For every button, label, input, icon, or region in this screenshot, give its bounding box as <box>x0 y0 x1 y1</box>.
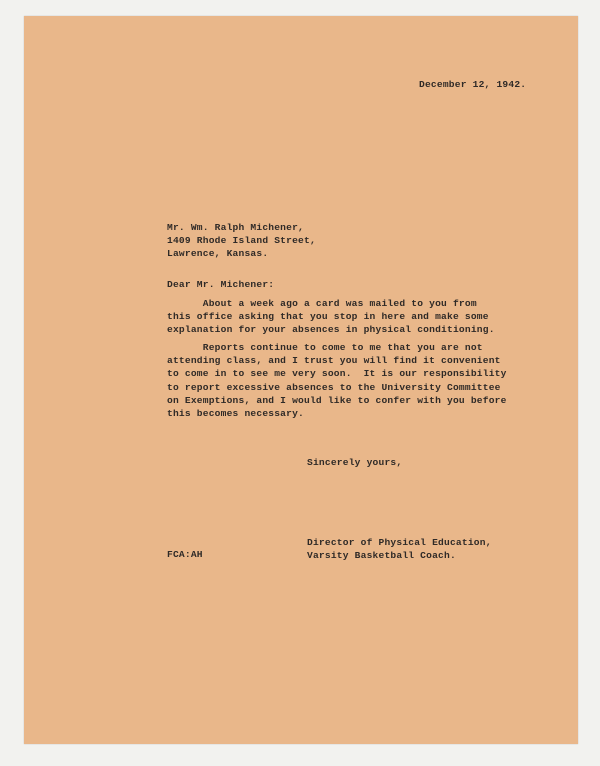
address-line: Lawrence, Kansas. <box>167 248 269 260</box>
signature-block <box>307 536 492 562</box>
signature-line: Varsity Basketball Coach. <box>307 550 456 562</box>
typist-initials: FCA:AH <box>167 549 203 560</box>
paragraph-line: attending class, and I trust you will find it convenient <box>167 355 501 367</box>
paragraph-line: to come in to see me very soon. It is our responsibility <box>167 368 507 380</box>
signature-line: Director of Physical Education, <box>307 537 492 548</box>
letter-page <box>24 16 578 744</box>
paragraph-line: this becomes necessary. <box>167 408 305 420</box>
letter-date: December 12, 1942. <box>419 79 527 90</box>
body-paragraph-2 <box>167 341 507 420</box>
paragraph-line: on Exemptions, and I would like to confer with you before <box>167 394 507 406</box>
paragraph-line: to report excessive absences to the University Committee <box>167 381 501 393</box>
address-line: 1409 Rhode Island Street, <box>167 235 316 247</box>
closing: Sincerely yours, <box>307 457 403 468</box>
paragraph-line: explanation for your absences in physical conditioning. <box>167 324 495 336</box>
salutation: Dear Mr. Michener: <box>167 279 275 290</box>
paragraph-line: About a week ago a card was mailed to you from <box>167 298 477 309</box>
recipient-address <box>167 221 316 261</box>
paragraph-line: this office asking that you stop in here and make some <box>167 311 489 323</box>
address-line: Mr. Wm. Ralph Michener, <box>167 222 305 233</box>
paragraph-line: Reports continue to come to me that you are not <box>167 342 483 353</box>
body-paragraph-1 <box>167 297 495 337</box>
